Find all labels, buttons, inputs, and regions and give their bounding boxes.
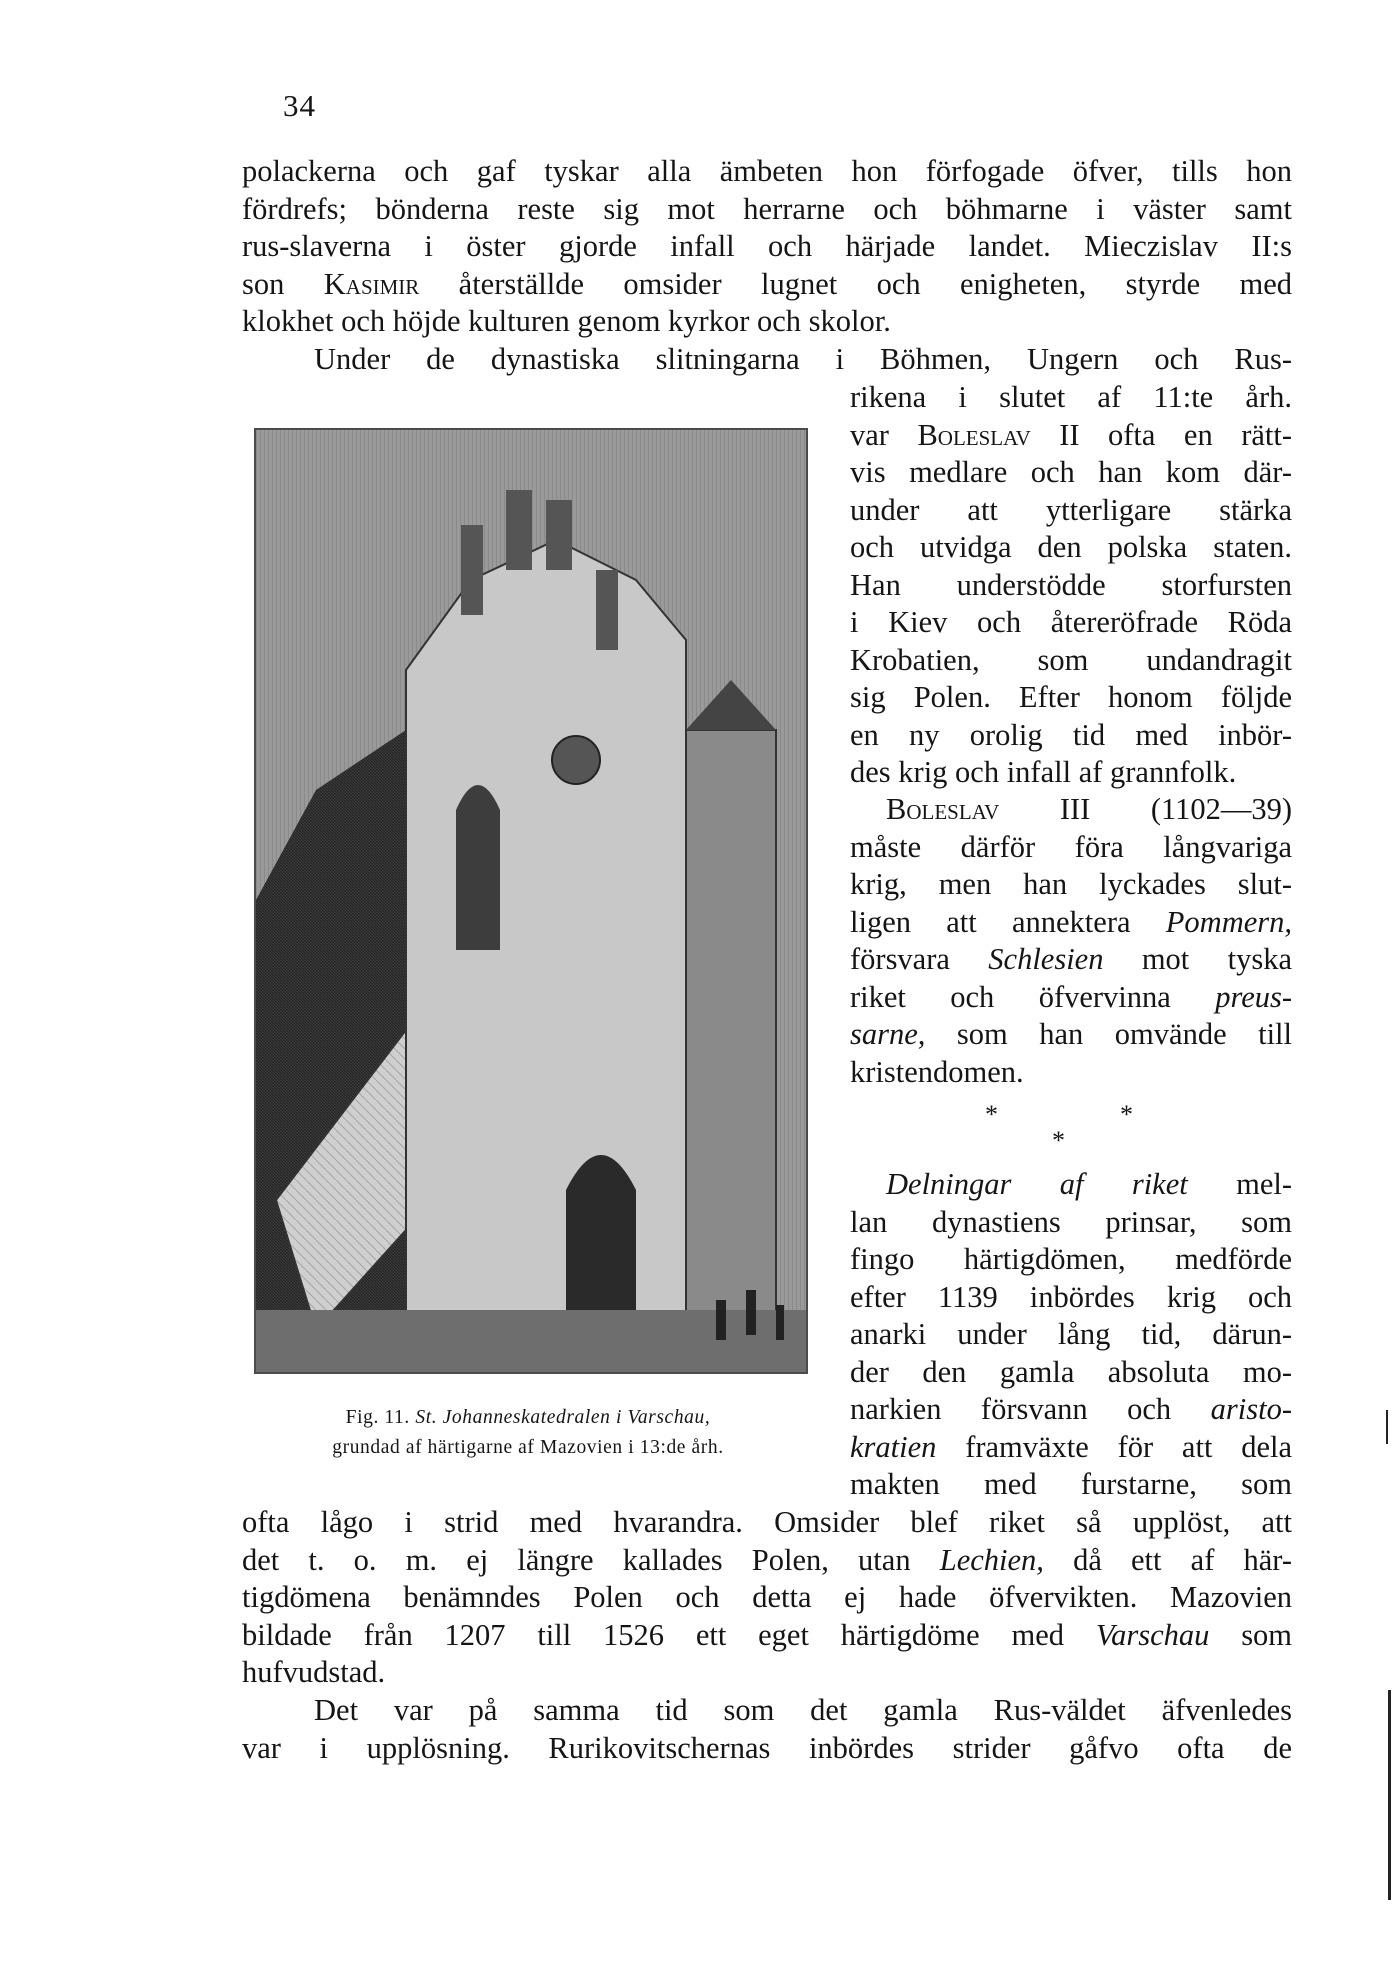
text-line: Han understödde storfursten (850, 567, 1292, 602)
text-line: försvara Schlesien mot tyska (850, 942, 1292, 976)
text-line: kratien framväxte för att dela (850, 1429, 1292, 1464)
paragraph-intro (242, 153, 1292, 341)
text-line: bildade från 1207 till 1526 ett eget härtigdöme med Varschau som (242, 1617, 1292, 1652)
page-number: 34 (283, 88, 316, 123)
text-line: ofta lågo i strid med hvarandra. Omsider blef riket så upplöst, att (242, 1505, 1292, 1539)
paragraph-rus (242, 1692, 1292, 1767)
text-line: makten med furstarne, som (850, 1467, 1292, 1501)
text-line: hufvudstad. (242, 1655, 386, 1689)
text-line: tigdömena benämndes Polen och detta ej hade öfvervikten. Mazovien (242, 1580, 1292, 1614)
text-line: klokhet och höjde kulturen genom kyrkor och skolor. (242, 304, 891, 338)
text-line: en ny orolig tid med inbör- (850, 717, 1292, 752)
paragraph-division (850, 1166, 1292, 1504)
text-line: rus-slaverna i öster gjorde infall och härjade landet. Mieczislav II:s (242, 229, 1292, 263)
term-aristokratien: aristo- (1210, 1392, 1292, 1426)
text-line: Under de dynastiska slitningarna i Böhmen, Ungern och Rus- (314, 342, 1292, 376)
text-line: det t. o. m. ej längre kallades Polen, utan Lechien, då ett af här- (242, 1542, 1292, 1577)
scan-edge-mark (1388, 1690, 1391, 1900)
paragraph-division-full (242, 1504, 1292, 1692)
text-line: kristendomen. (850, 1054, 1024, 1089)
figure-cathedral-engraving (254, 428, 808, 1374)
separator-star: * (985, 1100, 998, 1129)
text-line: ligen att annektera Pommern, (850, 904, 1292, 939)
text-line: under att ytterligare stärka (850, 492, 1292, 527)
section-separator (960, 1100, 1180, 1170)
text-line: Boleslav III (1102—39) (886, 792, 1292, 826)
name-boleslav-ii: Boleslav (917, 417, 1031, 452)
paragraph-boleslav-iii (850, 791, 1292, 1091)
text-line: sig Polen. Efter honom följde (850, 680, 1292, 714)
place-schlesien: Schlesien (988, 942, 1104, 976)
text-line: der den gamla absoluta mo- (850, 1354, 1292, 1389)
text-line: och utvidga den polska staten. (850, 530, 1292, 564)
scan-edge-mark (1386, 1410, 1388, 1444)
name-boleslav-iii: Boleslav (886, 792, 1000, 826)
place-pommern: Pommern, (1165, 904, 1292, 939)
text-line: anarki under lång tid, därun- (850, 1317, 1292, 1351)
cathedral-illustration (256, 430, 806, 1372)
paragraph-boleslav-ii-column (850, 379, 1292, 792)
text-line: fingo härtigdömen, medförde (850, 1242, 1292, 1276)
text-line: polackerna och gaf tyskar alla ämbeten hon förfogade öfver, tills hon (242, 154, 1292, 188)
caption-line-2: grundad af härtigarne af Mazovien i 13:de årh. (332, 1437, 724, 1458)
text-line: riket och öfvervinna preus- (850, 979, 1292, 1014)
text-line: efter 1139 inbördes krig och (850, 1279, 1292, 1314)
text-line: måste därför föra långvariga (850, 829, 1292, 864)
text-line: krig, men han lyckades slut- (850, 867, 1292, 901)
text-line: i Kiev och återeröfrade Röda (850, 605, 1292, 639)
text-line: fördrefs; bönderna reste sig mot herrarne och böhmarne i väster samt (242, 191, 1292, 226)
name-kasimir: Kasimir (323, 266, 420, 301)
text-line: var i upplösning. Rurikovitschernas inbördes strider gåfvo ofta de (242, 1730, 1292, 1765)
text-line: Krobatien, som undandragit (850, 642, 1292, 677)
text-line: Delningar af riket mel- (886, 1167, 1292, 1201)
text-line: lan dynastiens prinsar, som (850, 1204, 1292, 1239)
text-line: des krig och infall af grannfolk. (850, 755, 1237, 789)
text-line: narkien försvann och aristo- (850, 1392, 1292, 1426)
text-line: rikena i slutet af 11:te årh. (850, 380, 1292, 414)
place-lechien: Lechien, (939, 1542, 1044, 1577)
separator-star: * (1120, 1100, 1133, 1129)
caption-line-1: Fig. 11. St. Johanneskatedralen i Varschau, (345, 1407, 711, 1428)
text-line: sarne, som han omvände till (850, 1017, 1292, 1051)
people-preussarne: preus- (1215, 979, 1292, 1014)
term-delningar: Delningar af riket (886, 1167, 1188, 1201)
figure-caption (268, 1403, 788, 1463)
place-varschau: Varschau (1095, 1617, 1210, 1652)
paragraph-boleslav-ii (242, 341, 1292, 379)
text-line: var Boleslav II ofta en rätt- (850, 417, 1292, 452)
text-line: son Kasimir återställde omsider lugnet och enigheten, styrde med (242, 266, 1292, 301)
text-line: vis medlare och han kom där- (850, 455, 1292, 489)
separator-star: * (1052, 1126, 1065, 1155)
text-line: Det var på samma tid som det gamla Rus-väldet äfvenledes (314, 1693, 1292, 1727)
